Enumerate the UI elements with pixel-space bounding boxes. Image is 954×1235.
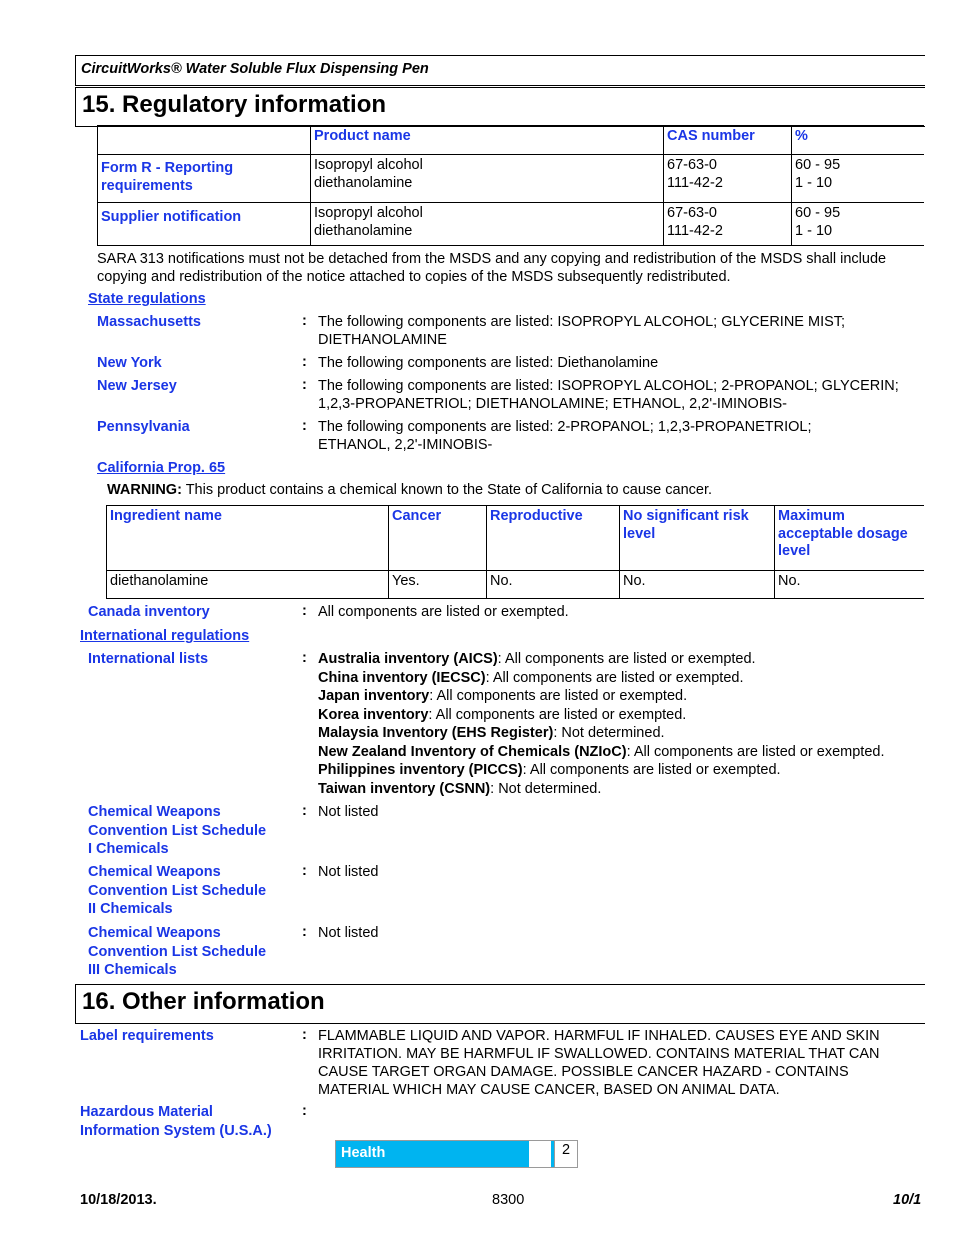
hmis-health-label: Health — [336, 1141, 529, 1167]
table-header-cell: Product name — [311, 126, 664, 155]
table-cell: Yes. — [389, 571, 487, 599]
cwc-schedule-3-label: Chemical Weapons Convention List Schedule III Chemicals — [88, 925, 267, 978]
state-massachusetts-label: Massachusetts — [97, 314, 201, 330]
cwc-schedule-3-value: Not listed — [318, 925, 379, 941]
canada-inventory-value: All components are listed or exempted. — [318, 604, 569, 620]
cwc-schedule-1-value: Not listed — [318, 804, 379, 820]
cwc-schedule-2-value: Not listed — [318, 864, 379, 880]
table-header-cell: Maximum acceptable dosage level — [775, 506, 925, 571]
section-16-header — [75, 984, 925, 1024]
table-cell: 60 - 95 1 - 10 — [792, 155, 925, 203]
table-header-cell: % — [792, 126, 925, 155]
state-new-york-label: New York — [97, 355, 162, 371]
state-new-jersey-label: New Jersey — [97, 378, 177, 394]
table-row — [98, 203, 925, 246]
colon: : — [302, 377, 307, 393]
international-lists — [318, 650, 885, 798]
state-massachusetts-value: The following components are listed: ISOPROPYL ALCOHOL; GLYCERINE MIST; DIETHANOLAMINE — [318, 314, 846, 348]
state-new-jersey-value: The following components are listed: ISOPROPYL ALCOHOL; 2-PROPANOL; GLYCERIN; 1,2,3-PROPANETRIOL; DIETHANOLAMINE; ETHANOL, 2,2'-IMINOBIS- — [318, 378, 899, 412]
table-cell: No. — [487, 571, 620, 599]
footer-date: 10/18/2013. — [80, 1192, 157, 1208]
label-requirements-label: Label requirements — [80, 1028, 214, 1044]
warning-text: This product contains a chemical known to the State of California to cause cancer. — [185, 482, 713, 498]
divider — [554, 1141, 555, 1167]
colon: : — [302, 924, 307, 940]
product-title: CircuitWorks® Water Soluble Flux Dispensing Pen — [81, 61, 429, 77]
canada-inventory-label: Canada inventory — [88, 604, 210, 620]
section-15-title: 15. Regulatory information — [82, 91, 387, 118]
table-row — [98, 155, 925, 203]
sara-note: SARA 313 notifications must not be detached from the MSDS and any copying and redistribution of the MSDS shall include copying and redistribution of the notice attached to copies of the MSDS subsequently redistributed. — [97, 251, 887, 285]
colon: : — [302, 603, 307, 619]
colon: : — [302, 863, 307, 879]
table-cell: No. — [775, 571, 925, 599]
cwc-schedule-2-label: Chemical Weapons Convention List Schedule II Chemicals — [88, 864, 267, 917]
table-row-label: Form R - Reporting requirements — [98, 155, 311, 203]
hmis-health-row — [335, 1140, 578, 1168]
list-item: New Zealand Inventory of Chemicals (NZIoC): All components are listed or exempted. — [318, 743, 885, 760]
colon: : — [302, 313, 307, 329]
colon: : — [302, 418, 307, 434]
table-header-cell: Ingredient name — [107, 506, 389, 571]
table-cell: Isopropyl alcohol diethanolamine — [311, 203, 664, 246]
table-header-cell: No significant risk level — [620, 506, 775, 571]
table-header-cell: Reproductive — [487, 506, 620, 571]
list-item: Malaysia Inventory (EHS Register): Not determined. — [318, 725, 665, 741]
section-16-title: 16. Other information — [82, 988, 325, 1015]
international-regulations-heading: International regulations — [80, 628, 250, 644]
label-requirements-value: FLAMMABLE LIQUID AND VAPOR. HARMFUL IF INHALED. CAUSES EYE AND SKIN IRRITATION. MAY BE HARMFUL IF SWALLOWED. CONTAINS MATERIAL THAT CAN CAUSE TARGET ORGAN DAMAGE. POSSIBLE CANCER HAZARD - CONTAINS MATERIAL WHICH MAY CAUSE CANCER, BASED ON ANIMAL DATA. — [318, 1028, 880, 1098]
table-cell: 60 - 95 1 - 10 — [792, 203, 925, 246]
table-cell: No. — [620, 571, 775, 599]
state-new-york-value: The following components are listed: Diethanolamine — [318, 355, 659, 371]
table-row — [107, 571, 925, 599]
table-header-cell — [98, 126, 311, 155]
list-item: Australia inventory (AICS): All components are listed or exempted. — [318, 651, 756, 667]
international-lists-label: International lists — [88, 651, 209, 667]
state-pennsylvania-label: Pennsylvania — [97, 419, 190, 435]
sara-313-table — [97, 125, 924, 246]
footer-page: 10/1 — [893, 1192, 922, 1208]
state-regulations-heading: State regulations — [88, 291, 206, 307]
state-pennsylvania-value: The following components are listed: 2-PROPANOL; 1,2,3-PROPANETRIOL; ETHANOL, 2,2'-IMINOBIS- — [318, 419, 812, 453]
hmis-label: Hazardous Material Information System (U.S.A.) — [80, 1104, 272, 1139]
table-cell: diethanolamine — [107, 571, 389, 599]
prop65-warning — [107, 482, 712, 498]
table-header-cell: Cancer — [389, 506, 487, 571]
colon: : — [302, 650, 307, 666]
section-15-header — [75, 87, 925, 127]
table-cell: Isopropyl alcohol diethanolamine — [311, 155, 664, 203]
table-cell: 67-63-0 111-42-2 — [664, 203, 792, 246]
list-item: Japan inventory: All components are listed or exempted. — [318, 688, 688, 704]
colon: : — [302, 354, 307, 370]
colon: : — [302, 1027, 307, 1043]
document-header — [75, 55, 925, 86]
warning-label: WARNING: — [107, 482, 182, 498]
footer-code: 8300 — [492, 1192, 525, 1208]
colon: : — [302, 1103, 307, 1119]
list-item: Philippines inventory (PICCS): All components are listed or exempted. — [318, 762, 781, 778]
list-item: Korea inventory: All components are listed or exempted. — [318, 706, 687, 723]
table-cell: 67-63-0 111-42-2 — [664, 155, 792, 203]
prop65-table — [106, 505, 924, 599]
hmis-health-value: 2 — [562, 1142, 571, 1158]
colon: : — [302, 803, 307, 819]
list-item: Taiwan inventory (CSNN): Not determined. — [318, 780, 602, 797]
table-row-label: Supplier notification — [98, 203, 311, 246]
california-prop65-heading: California Prop. 65 — [97, 460, 226, 476]
table-header-cell: CAS number — [664, 126, 792, 155]
cwc-schedule-1-label: Chemical Weapons Convention List Schedule I Chemicals — [88, 804, 267, 857]
list-item: China inventory (IECSC): All components are listed or exempted. — [318, 669, 744, 686]
